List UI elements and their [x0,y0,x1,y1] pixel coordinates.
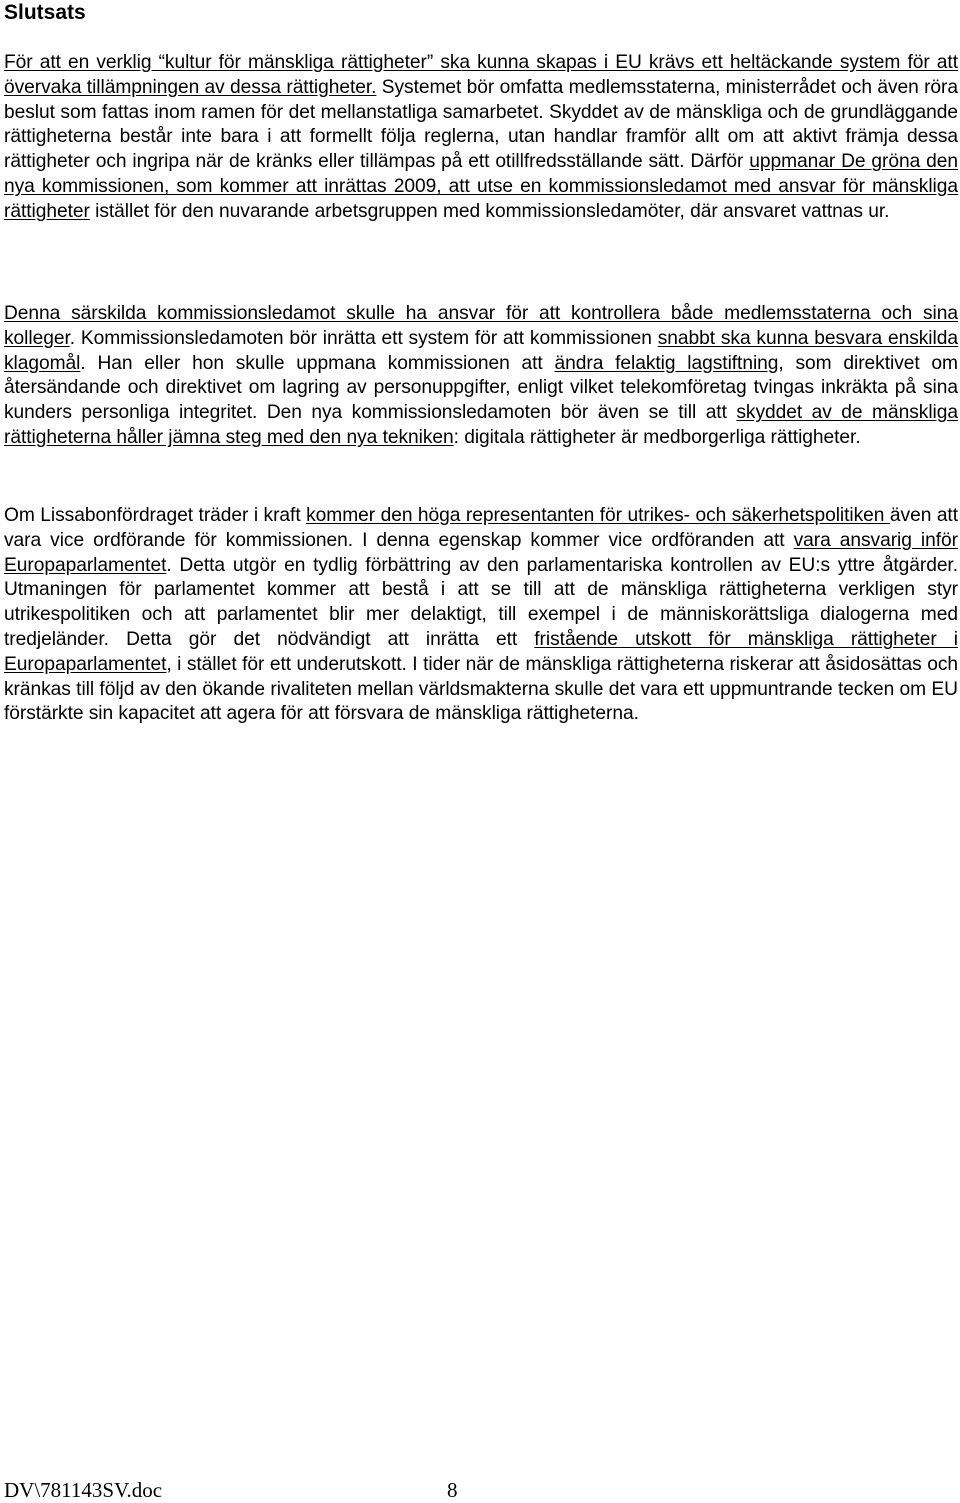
paragraph-3 [4,504,958,727]
body-text: . Han eller hon skulle uppmana kommissionen att [80,352,555,374]
body-text: . Kommissionsledamoten bör inrätta ett system för att kommissionen [69,327,658,349]
body-text: istället för den nuvarande arbetsgruppen med kommissionsledamöter, där ansvaret vattnas ur. [89,200,890,222]
body-text: : digitala rättigheter är medborgerliga rättigheter. [453,426,861,448]
underlined-text: ändra felaktig lagstiftning [554,352,779,374]
underlined-text: kommer den höga representanten för utrikes- och säkerhetspolitiken [306,505,890,526]
underlined-text: vara ansvarig inför Europaparlamentet [4,529,958,576]
underlined-text: uppmanar De gröna den nya kommissionen, som kommer att inrättas 2009, att utse en kommissionsledamot med ansvar för mänskliga rättigheter [4,151,958,222]
underlined-text: fristående utskott för mänskliga rättigheter i Europaparlamentet [4,628,958,675]
underlined-text: snabbt ska kunna besvara enskilda klagomål [4,327,958,374]
body-text: även att vara vice ordförande för kommissionen. I denna egenskap kommer vice ordföranden att [4,505,958,551]
body-text: , som direktivet om återsändande och direktivet om lagring av personuppgifter, enligt vilket telekomföretag tvingas inkräkta på sina kunders personliga integritet. Den nya kommissionsledamoten bör även se till att [4,352,958,424]
body-text: Systemet bör omfatta medlemsstaterna, ministerrådet och även röra beslut som fattas inom ramen för det mellanstatliga samarbetet. Skyddet av de mänskliga och de grundläggande rättigheterna består inte bara i att formellt följa reglerna, utan handlar framför allt om att aktivt främja dessa rättigheter och ingripa när de kränks eller tillämpas på ett otillfredsställande sätt. Därför [4,76,959,173]
underlined-text: För att en verklig “kultur för mänskliga rättigheter” ska kunna skapas i EU krävs ett heltäckande system för att övervaka tillämpningen av dessa rättigheter. [4,52,958,98]
underlined-text: skyddet av de mänskliga rättigheterna håller jämna steg med den nya tekniken [4,402,958,448]
footer-page-number: 8 [447,1478,458,1502]
footer-document-reference: DV\781143SV.doc [4,1478,163,1502]
body-text: , i stället för ett underutskott. I tider när de mänskliga rättigheterna riskerar att åsidosättas och kränkas till följd av den ökande rivaliteten mellan världsmakterna skulle det vara ett uppmuntrande tecken om EU förstärkte sin kapacitet att agera för att försvara de mänskliga rättigheterna. [4,653,958,725]
paragraph-1 [4,51,958,225]
underlined-text: Denna särskilda kommissionsledamot skulle ha ansvar för att kontrollera både medlemsstaterna och sina kolleger [4,303,958,349]
body-text: . Detta utgör en tydlig förbättring av den parlamentariska kontrollen av EU:s yttre åtgärder. Utmaningen för parlamentet kommer att bestå i att se till att de mänskliga rättigheterna verkligen styr utrikespolitiken och att parlamentet blir mer delaktigt, till exempel i de människorättsliga dialogerna med tredjeländer. Detta gör det nödvändigt att inrätta ett [4,554,958,650]
paragraph-2 [4,302,958,451]
section-heading: Slutsats [4,1,86,24]
body-text: Om Lissabonfördraget träder i kraft [4,505,307,526]
